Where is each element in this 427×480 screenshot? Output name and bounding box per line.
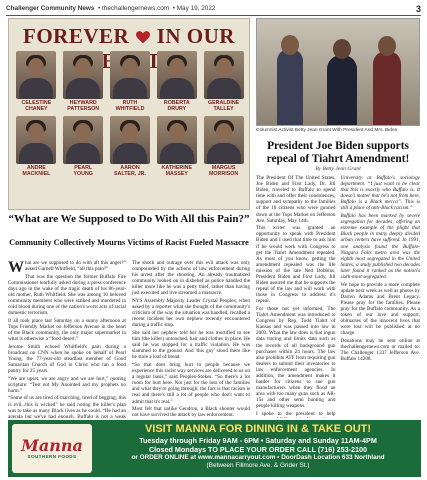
victim-card: [202, 51, 245, 113]
victim-photo: [157, 51, 197, 99]
victim-card: [202, 116, 245, 178]
logo-word: Manna: [21, 436, 83, 455]
publication-name: Challenger Community News: [6, 5, 95, 12]
victim-photo: [110, 116, 150, 164]
paragraph: The shock and outrage over this evil attack was only compounded by the actions of law enforcement during his arrest after the shooting. An already traumatized community looked on in disbelief as police handled the killer more like he was a petty thief, rather than having just executed and live streamed a massacre.: [132, 260, 250, 297]
ad-headline: VISIT MANNA FOR DINING IN & TAKE OUT!: [144, 423, 372, 435]
ad-text: [98, 423, 418, 470]
paragraph: “We are upset, we are angry and we are hurt,” quoting scripture: “Test not My Anointed and my prophets no harm.”: [8, 375, 126, 394]
paragraph: She said her nephew told her he was mortified to see him (the killer) untouched, hair and clothes in place. He said he was stopped for a traffic violation. He was slammed to the ground. And 'this guy' stood there like he stole a loaf of bread.: [132, 330, 250, 361]
main-story-col-1: [8, 260, 126, 418]
victim-photo: [204, 116, 244, 164]
heart-icon: [136, 25, 150, 38]
main-story-col-2: [132, 260, 250, 418]
victim-photo: [63, 116, 103, 164]
second-byline: By Betty Jean Grant: [315, 166, 361, 172]
paragraph: It all took place last Saturday on a sunny afternoon at Tops Friendly Market on Jefferson Avenue in the heart of the Black community, the only major supermarket in what is otherwise a “food desert.”: [8, 317, 126, 343]
main-story-body: [8, 260, 250, 418]
memorial-banner: [8, 18, 250, 210]
manna-logo: [12, 424, 92, 473]
victim-card: [109, 51, 152, 113]
victim-card: [62, 51, 105, 113]
victim-name: AARON SALTER, JR.: [114, 165, 146, 177]
ad-hours: Tuesday through Friday 9AM - 6PM • Saturday and Sunday 11AM-4PM: [139, 436, 377, 445]
photo-caption: Columnist Activist Betty Jean Grant With President And Mrs. Biden: [256, 128, 398, 133]
victim-name: KATHERINE MASSEY: [161, 165, 193, 177]
victim-name: GERALDINE TALLEY: [207, 100, 240, 112]
second-story-col-2: [341, 175, 421, 418]
victim-card: [62, 116, 105, 178]
biden-photo: [256, 18, 420, 126]
paragraph: The President Of The United States, Joe Biden and First Lady, Dr. Jill Biden, traveled to Buffalo to spend time with and offer their condolences, support and sympathy to the families of the 10 citizens who were gunned down at the Tops Market on Jefferson Ave. Saturday, May 14th.: [256, 175, 336, 224]
victim-photo: [63, 51, 103, 99]
victim-card: [109, 116, 152, 178]
victim-name: PEARL YOUNG: [73, 165, 93, 177]
banner-title-left: FOREVER: [23, 24, 130, 48]
paragraph: University at Buffalo's sociology department. “I just want to be clear that this is exactly who Buffalo is. It doesn't matter that he's not from here. Buffalo is a Black mecca”. This is still a place of anti-Black racism.”: [340, 175, 420, 212]
manna-advertisement: [8, 420, 421, 477]
victim-card: [15, 116, 58, 178]
paragraph: “So that does bring hurt to people because we experience this racist way services are delivered to us on a regular basis,” said Peoples-Stokes. “So there's a lot room for hurt here. Not just for the loss of the families and what they're going through; the fact is that racism is real and there's still a lot of people who don't want to admit that it's real.”: [132, 362, 250, 405]
victim-name: CELESTINE CHANEY: [21, 100, 52, 112]
masthead-info: Challenger Community News • thechallengernews.com • May 19, 2022: [6, 5, 216, 12]
victim-photo: [157, 116, 197, 164]
paragraph: Most felt that unlike Gendron, a Black shooter would not have survived the attack by law enforcement.: [132, 406, 250, 418]
second-story-col-1: [256, 175, 336, 418]
victim-card: [15, 51, 58, 113]
paragraph: For those not yet informed, The Tiahrt Amendment was introduced to Congress by Rep. Todd Tiahrt of Kansas and was passed into law in 2003. What the law does is that ingun data tracing and limits data such as the records of all background gun purchases within 24 hours. The law also prohibits ATF from requiring gun dealers to submit their inventories to law enforcement agencies. In addition, the amendment makes it harder for citizens to sue gun manufacturers when they flood an area with too many guns such as AR-15s and other semi hunting and people killing weapons.: [256, 305, 336, 410]
issue-date: May 19, 2022: [176, 5, 216, 12]
victim-photo: [16, 116, 56, 164]
masthead-rule: [6, 15, 421, 16]
victim-name: MARGUS MORRISON: [209, 165, 239, 177]
second-headline: President Joe Biden supports repeal of Tiahrt Amendment!: [266, 140, 410, 165]
page-number: 3: [415, 3, 421, 14]
paragraph: Donations may be sent online at thechallengernews.com or mailed to: The Challenger 1337 Jefferson Ave. Buffalo 14208.: [340, 337, 420, 363]
paragraph: I spoke to the president to help: [256, 411, 336, 418]
victim-card: [155, 116, 198, 178]
paragraph: This writer was granted an opportunity to speak with President Biden and I used that time to ask him if he would work with Congress to get the Tiahrt Amendment repealed. As most of you know, getting the amendment repealed was the life mission of the late Ned Dobbins, President Biden and First Lady, Jill Biden assured me that he supports the repeal of the law and will work with those in Congress to address it's repeal.: [256, 225, 336, 305]
paragraph: What are we supposed to do with all this anger?” asked Garnell Whitfield, “all this pain?”: [8, 260, 126, 276]
victim-card: [155, 51, 198, 113]
victim-name: HEYWARD PATTERSON: [67, 100, 100, 112]
drop-cap: W: [8, 260, 24, 276]
ad-location: (Between Fillmore Ave. & Grider St.): [206, 462, 310, 469]
website: thechallengernews.com: [102, 5, 170, 12]
logo-subtitle: SOUTHERN FOODS: [27, 454, 77, 459]
banner-title-right: IN OUR: [156, 24, 235, 48]
paragraph: Jerome Smith echoed Whitfield's pain during a broadcast on CNN when he spoke on behalf of Pearl Young, the 77-year-old steadfast member of Good Samaritan Church of God in Christ who ran a food pantry for 25 years.: [8, 343, 126, 375]
paragraph: “Some of us are tired of marching, tired of begging, this is evil...this is wicked” he said noting the killer's plan was to take as many Black lives as he could. “He had an agenda but we've had enough. Buffalo is not a weak: [8, 395, 126, 418]
main-subhead: Community Collectively Mourns Victims of Racist Fueled Massacre: [9, 238, 249, 247]
victim-photo: [110, 51, 150, 99]
victim-name: ANDRE MACKNIEL: [22, 165, 51, 177]
main-headline: “What are We Supposed to Do With All this Pain?”: [8, 213, 250, 225]
victim-photo: [204, 51, 244, 99]
paragraph: Buffalo has been marked by severe segregation for decades, offering an extreme example of the plight that Black people in many deeply divided urban centers have suffered. In 1991, one analysis found the Buffalo-Niagara Falls metro area was the eighth most segregated in the United States; a study published two decades later found it ranked as the nation's sixth-most segregated.: [340, 213, 420, 280]
second-story-body: [256, 175, 420, 418]
paragraph: NYS Assembly Majority Leader Crystal Peoples, when asked by a reporter what she thought of the community's criticism of the way the situation was handled, recalled a recent incident her own nephew recently encountered during a traffic stop.: [132, 298, 250, 329]
paragraph: We hope to provide a more complete update next week as well as photos by Darren Adams and Brent Legacy. Please pray for the families. Please pray for the Buffalo community. As a token of our love and support, obituaries of the innocent lives that were lost will be published at no charge.: [340, 281, 420, 337]
paragraph: That was the question the former Buffalo Fire Commissioner tearfully asked during a press conference days ago in the wake of the tragic death of his 86-year-old mother, Ruth Whitfield. She was among 10 beloved community members who were stalked and murdered in cold blood during one of the nation's worst acts of racial domestic terrorism.: [8, 273, 126, 317]
victims-grid: [15, 51, 245, 178]
ad-phone: Closed Mondays TO PLACE YOUR ORDER CALL (716) 253-2100: [148, 445, 368, 454]
victim-photo: [16, 51, 56, 99]
ad-online-link[interactable]: or ORDER ONLINE at www.mannacarryout.com • DoorDash Location 633 Northland: [131, 454, 385, 461]
victim-name: ROBERTA DRURY: [163, 100, 190, 112]
masthead: [6, 2, 421, 15]
victim-name: RUTH WHITFIELD: [115, 100, 145, 112]
